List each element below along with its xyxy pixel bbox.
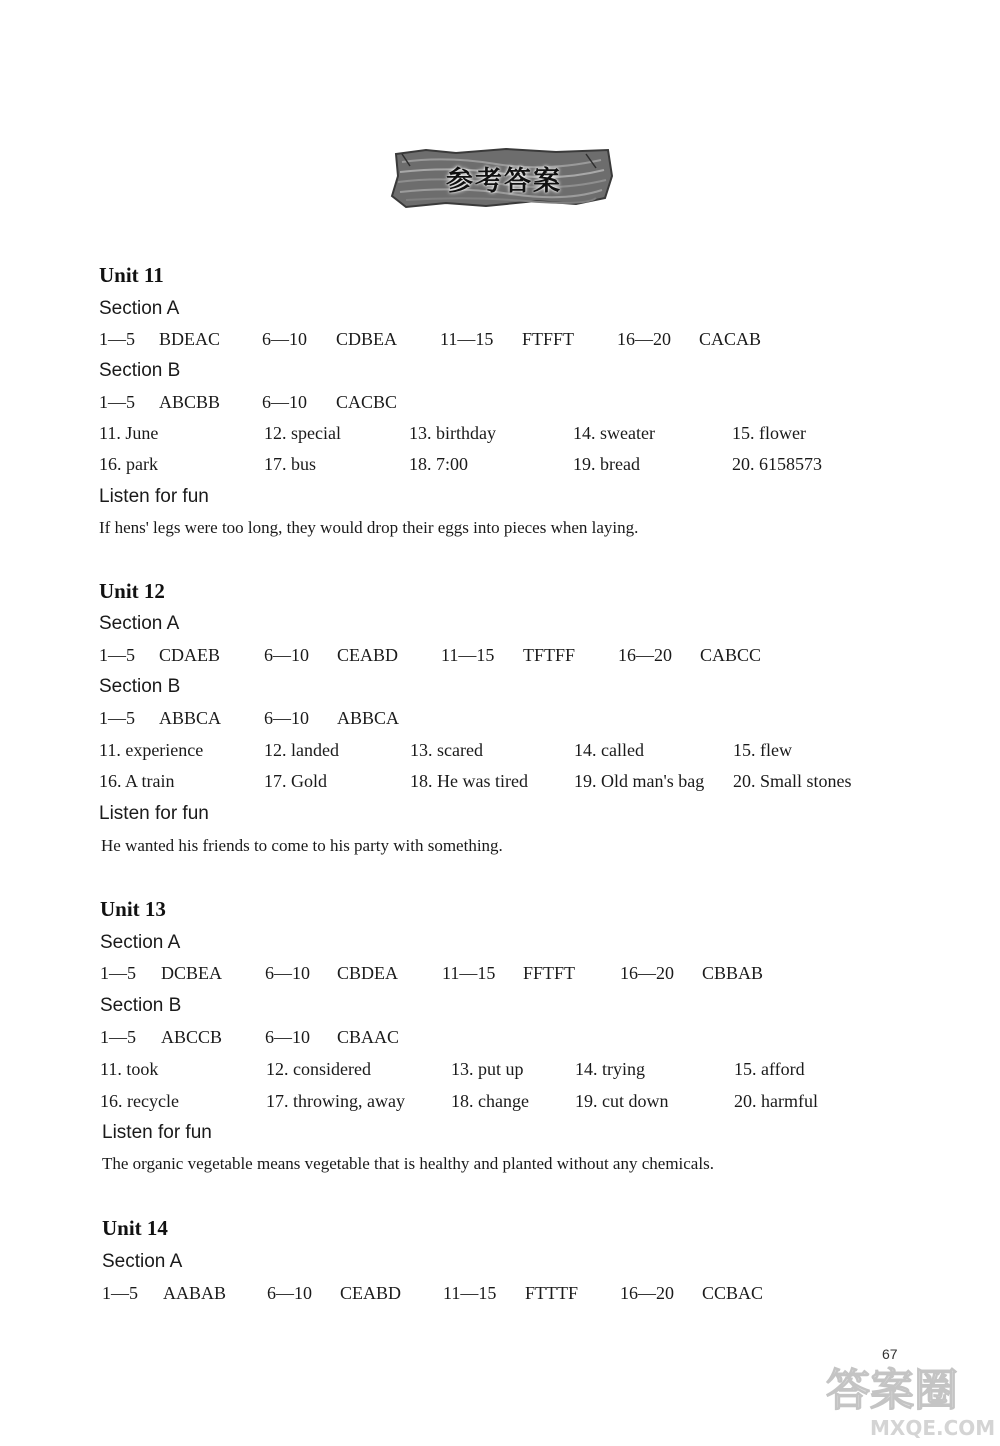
section-label: Section A	[102, 1251, 183, 1272]
watermark-url: MXQE.COM	[870, 1416, 995, 1440]
answer-item: 14. called	[574, 740, 644, 760]
answer-item: 15. afford	[734, 1059, 805, 1079]
answer-range: 6—10	[267, 1283, 312, 1303]
answer-letters: CDBEA	[336, 329, 398, 349]
unit-title: Unit 11	[99, 263, 164, 287]
answer-range: 16—20	[617, 329, 671, 349]
answer-item: 18. change	[451, 1091, 529, 1111]
answer-item: 16. park	[99, 454, 158, 474]
section-label: Section A	[99, 613, 180, 634]
answer-item: 18. He was tired	[410, 771, 528, 791]
answer-item: 11. took	[100, 1059, 159, 1079]
answer-item: 20. 6158573	[732, 454, 822, 474]
answer-letters: CEABD	[337, 645, 399, 665]
answer-letters: CBAAC	[337, 1027, 400, 1047]
answer-letters: CBBAB	[702, 963, 764, 983]
answer-range: 16—20	[620, 1283, 674, 1303]
answer-letters: CABCC	[700, 645, 762, 665]
answer-letters: CACAB	[699, 329, 762, 349]
answer-item: 14. trying	[575, 1059, 645, 1079]
answer-item: 16. A train	[99, 771, 175, 791]
answer-range: 6—10	[262, 329, 307, 349]
answer-item: 20. harmful	[734, 1091, 818, 1111]
listen-label: Listen for fun	[99, 486, 209, 507]
answer-letters: CEABD	[340, 1283, 402, 1303]
answer-range: 1—5	[99, 708, 135, 728]
answer-letters: ABBCA	[337, 708, 400, 728]
answer-range: 6—10	[265, 963, 310, 983]
unit-title: Unit 14	[102, 1216, 168, 1240]
listen-answer: The organic vegetable means vegetable that is healthy and planted without any chemicals.	[102, 1154, 714, 1173]
answer-range: 1—5	[100, 1027, 136, 1047]
answer-letters: DCBEA	[161, 963, 223, 983]
answer-item: 16. recycle	[100, 1091, 179, 1111]
answer-item: 17. Gold	[264, 771, 327, 791]
answer-item: 11. June	[99, 423, 159, 443]
answer-item: 19. Old man's bag	[574, 771, 705, 791]
answer-item: 12. landed	[264, 740, 339, 760]
answer-letters: ABCBB	[159, 392, 221, 412]
answer-item: 13. scared	[410, 740, 483, 760]
listen-answer: He wanted his friends to come to his party with something.	[101, 836, 503, 855]
answer-item: 15. flower	[732, 423, 806, 443]
answer-range: 16—20	[618, 645, 672, 665]
unit-title: Unit 12	[99, 579, 165, 603]
answer-item: 12. special	[264, 423, 341, 443]
answer-letters: BDEAC	[159, 329, 221, 349]
answer-range: 1—5	[99, 329, 135, 349]
answer-letters: CACBC	[336, 392, 398, 412]
answer-range: 6—10	[264, 645, 309, 665]
answer-range: 11—15	[443, 1283, 497, 1303]
answer-range: 16—20	[620, 963, 674, 983]
section-label: Section A	[100, 932, 181, 953]
section-label: Section A	[99, 298, 180, 319]
answer-range: 1—5	[99, 645, 135, 665]
answer-range: 6—10	[265, 1027, 310, 1047]
answer-range: 11—15	[442, 963, 496, 983]
answer-item: 17. throwing, away	[266, 1091, 405, 1111]
listen-label: Listen for fun	[99, 803, 209, 824]
page-number: 67	[882, 1346, 898, 1362]
listen-answer: If hens' legs were too long, they would drop their eggs into pieces when laying.	[99, 518, 639, 537]
answer-range: 1—5	[100, 963, 136, 983]
answer-letters: AABAB	[163, 1283, 227, 1303]
answer-item: 18. 7:00	[409, 454, 469, 474]
answer-item: 13. birthday	[409, 423, 496, 443]
banner-title: 参考答案	[446, 165, 562, 197]
watermark-text: 答案圈	[826, 1365, 958, 1416]
answer-letters: ABCCB	[161, 1027, 223, 1047]
answer-item: 11. experience	[99, 740, 204, 760]
answer-item: 17. bus	[264, 454, 317, 474]
section-label: Section B	[99, 360, 181, 381]
watermark-logo-icon	[820, 1355, 995, 1440]
answer-item: 15. flew	[733, 740, 792, 760]
answer-range: 1—5	[99, 392, 135, 412]
answer-range: 11—15	[440, 329, 494, 349]
answer-item: 19. cut down	[575, 1091, 669, 1111]
answer-letters: FFTFT	[523, 963, 576, 983]
answer-letters: CBDEA	[337, 963, 399, 983]
answer-range: 11—15	[441, 645, 495, 665]
answer-item: 13. put up	[451, 1059, 524, 1079]
answer-letters: ABBCA	[159, 708, 222, 728]
answer-item: 20. Small stones	[733, 771, 852, 791]
section-label: Section B	[99, 676, 181, 697]
answer-range: 6—10	[264, 708, 309, 728]
answer-range: 1—5	[102, 1283, 138, 1303]
answer-item: 14. sweater	[573, 423, 655, 443]
answer-item: 19. bread	[573, 454, 640, 474]
answer-letters: CDAEB	[159, 645, 221, 665]
answer-letters: FTTTF	[525, 1283, 579, 1303]
section-label: Section B	[100, 995, 182, 1016]
unit-title: Unit 13	[100, 897, 166, 921]
answer-key-banner	[386, 146, 616, 210]
answer-letters: CCBAC	[702, 1283, 764, 1303]
answer-letters: FTFFT	[522, 329, 575, 349]
listen-label: Listen for fun	[102, 1122, 212, 1143]
answer-letters: TFTFF	[523, 645, 576, 665]
answer-item: 12. considered	[266, 1059, 371, 1079]
answer-range: 6—10	[262, 392, 307, 412]
